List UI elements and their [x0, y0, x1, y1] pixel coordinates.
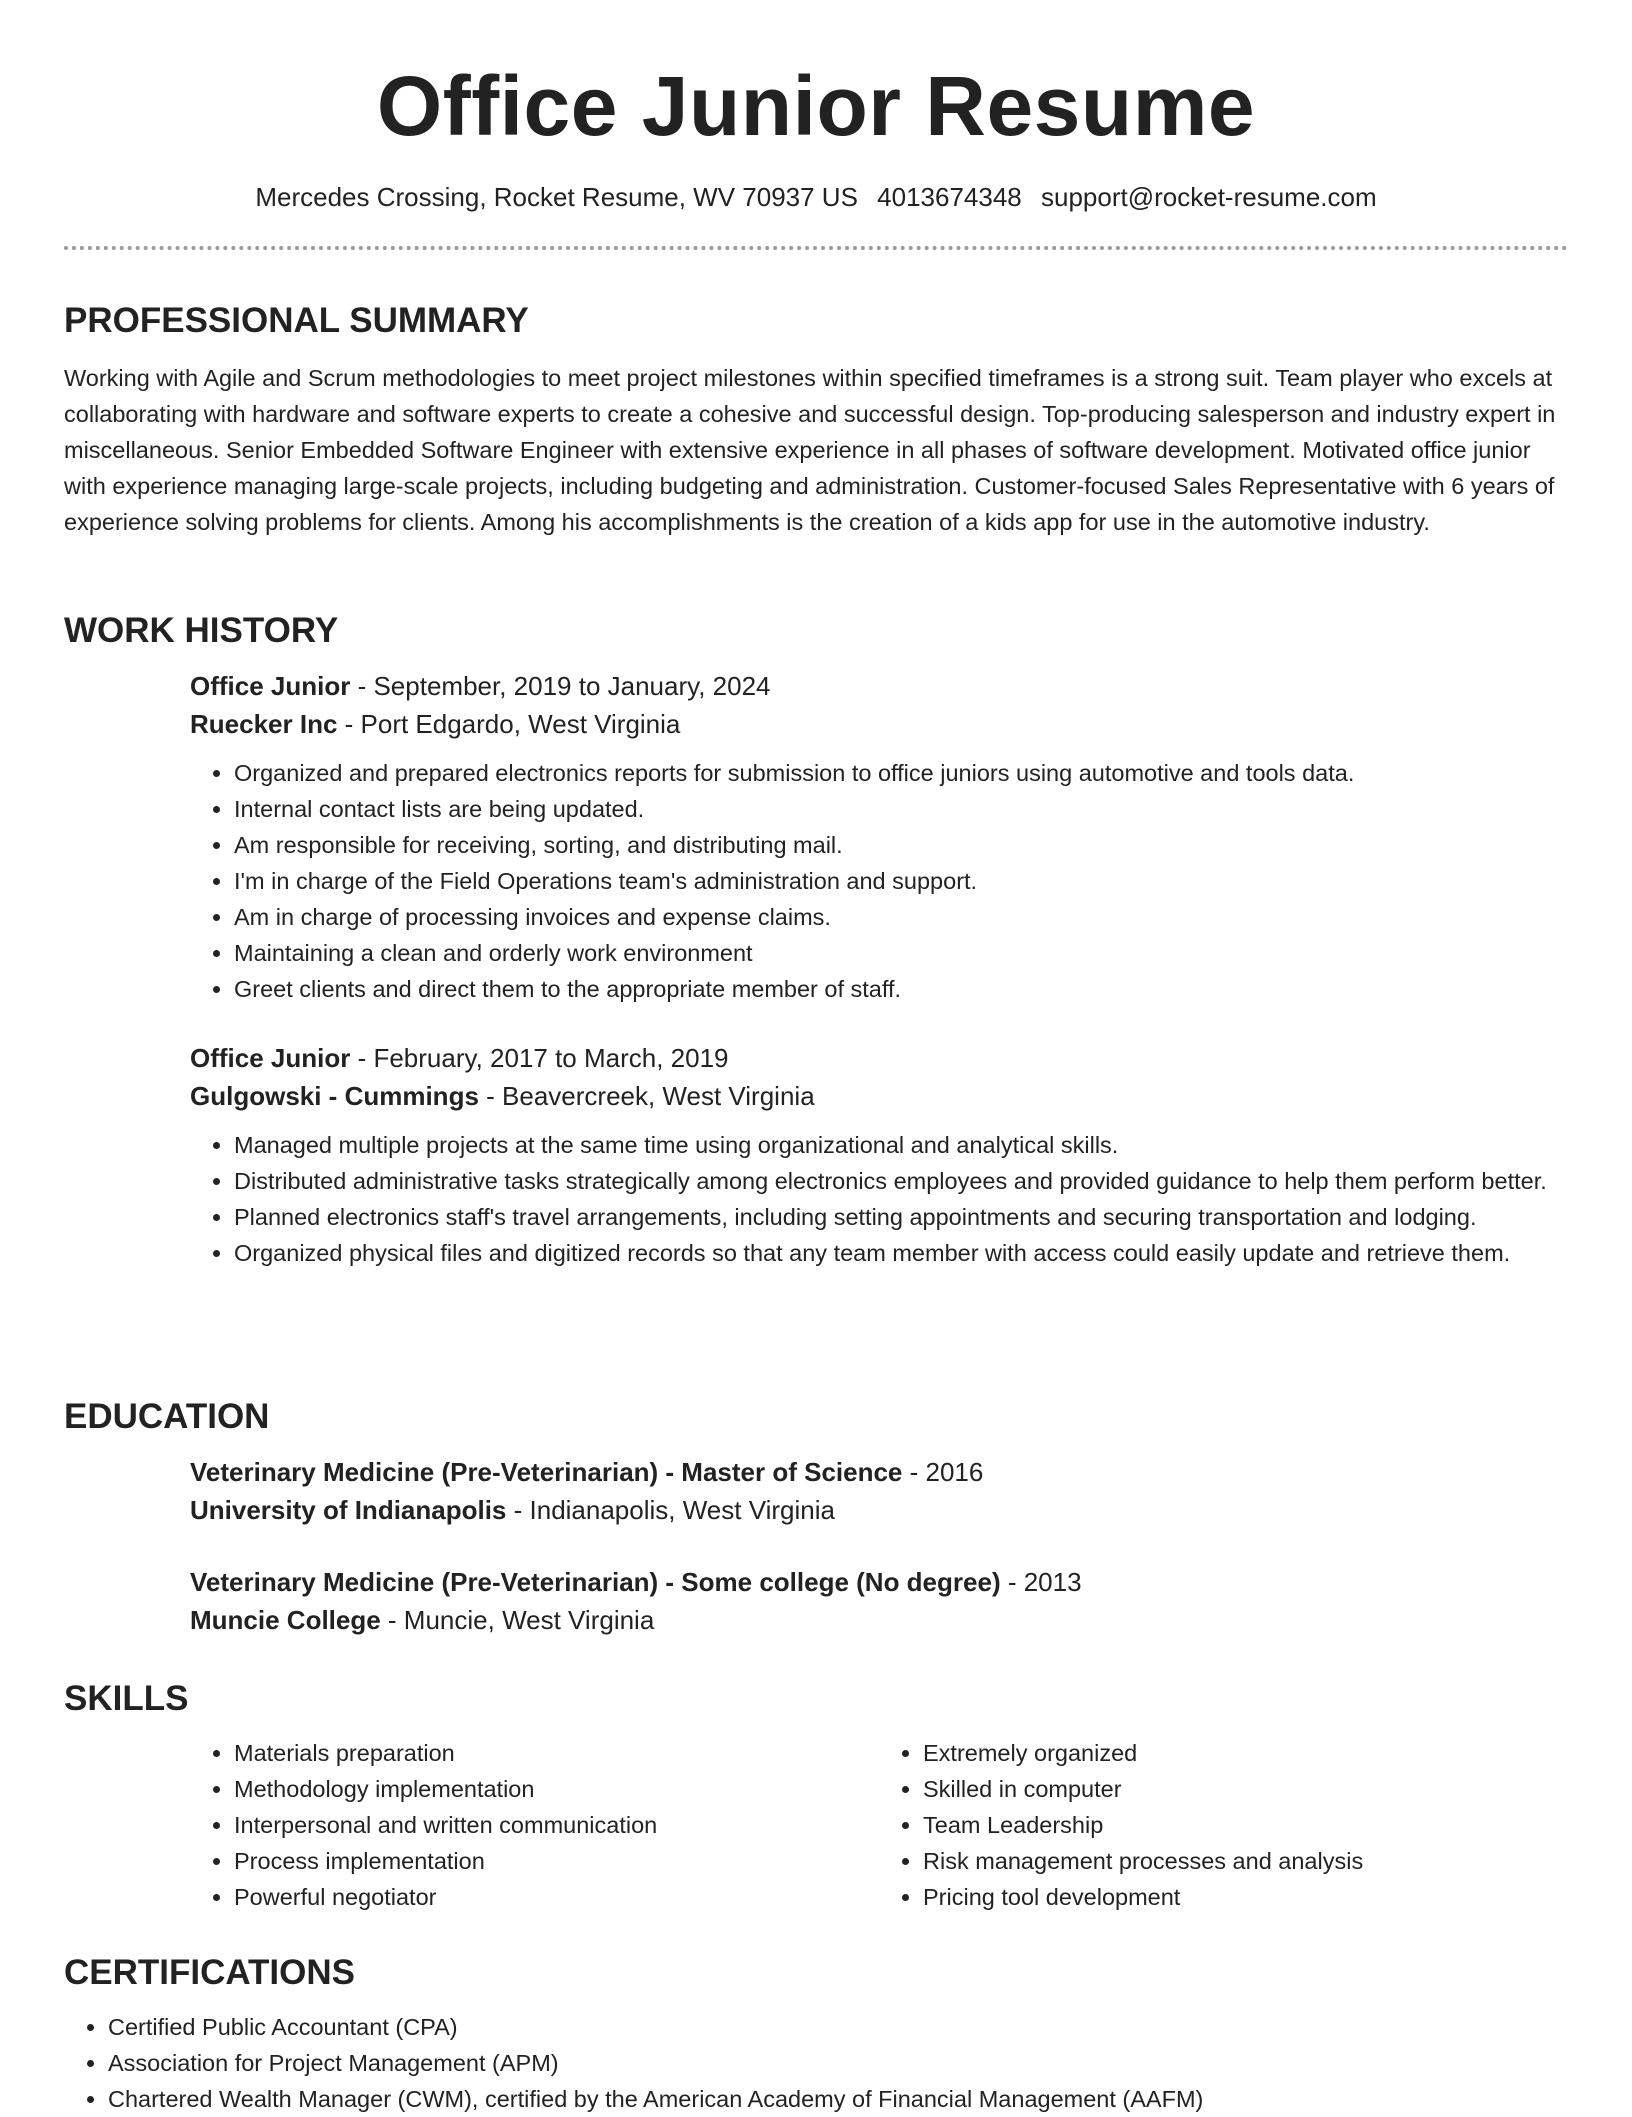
list-item: • Extremely organized — [923, 1735, 1568, 1771]
list-item: • Materials preparation — [234, 1735, 879, 1771]
education-school-line — [190, 1601, 1568, 1639]
summary-text: Working with Agile and Scrum methodologies to meet project milestones within specified timeframes is a strong suit. Team player who excels at collaborating with hardware and software experts to create a cohesive and successful design. Top-producing salesperson and industry expert in miscellaneous. Senior Embedded Software Engineer with extensive experience in all phases of software development. Motivated office junior with experience managing large-scale projects, including budgeting and administration. Customer-focused Sales Representative with 6 years of experience solving problems for clients. Among his accomplishments is the creation of a kids app for use in the automotive industry. — [64, 365, 1556, 535]
job-location: - Beavercreek, West Virginia — [478, 1081, 815, 1111]
education-entry — [190, 1563, 1568, 1639]
header-divider — [64, 246, 1568, 250]
education-degree-line — [190, 1563, 1568, 1601]
list-item: • Managed multiple projects at the same time using organizational and analytical skills. — [234, 1127, 1568, 1163]
list-item: • Skilled in computer — [923, 1771, 1568, 1807]
resume-title: Office Junior Resume — [376, 59, 1256, 153]
contact-phone: 4013674348 — [877, 182, 1022, 212]
list-item: • Risk management processes and analysis — [923, 1843, 1568, 1879]
skills-section — [64, 1677, 1568, 1915]
job-dates: - February, 2017 to March, 2019 — [350, 1043, 729, 1073]
list-item: • Am in charge of processing invoices and expense claims. — [234, 899, 1568, 935]
contact-address: Mercedes Crossing, Rocket Resume, WV 70937 US — [255, 182, 858, 212]
list-item: • Chartered Wealth Manager (CWM), certified by the American Academy of Financial Management (AAFM) — [108, 2081, 1568, 2117]
job-title-line — [190, 1039, 1568, 1077]
job-title: Office Junior — [190, 1043, 351, 1073]
list-item: • Maintaining a clean and orderly work environment — [234, 935, 1568, 971]
section-title-summary: PROFESSIONAL SUMMARY — [64, 301, 529, 340]
education-year: - 2013 — [1000, 1567, 1082, 1597]
job-title: Office Junior — [190, 671, 351, 701]
list-item: • Greet clients and direct them to the appropriate member of staff. — [234, 971, 1568, 1007]
job-bullets — [190, 755, 1568, 1007]
work-section — [64, 609, 1568, 1271]
list-item: • Certified Public Accountant (CPA) — [108, 2009, 1568, 2045]
list-item: • Planned electronics staff's travel arrangements, including setting appointments and securing transportation and lodging. — [234, 1199, 1568, 1235]
job-dates: - September, 2019 to January, 2024 — [350, 671, 771, 701]
contact-line — [64, 180, 1568, 214]
list-item: • I'm in charge of the Field Operations team's administration and support. — [234, 863, 1568, 899]
skills-list-right — [879, 1735, 1568, 1915]
education-school: University of Indianapolis — [190, 1495, 507, 1525]
education-degree: Veterinary Medicine (Pre-Veterinarian) - Master of Science — [190, 1457, 903, 1487]
list-item: • Team Leadership — [923, 1807, 1568, 1843]
job-entry — [190, 667, 1568, 1007]
certifications-section — [64, 1951, 1568, 2117]
list-item: • Organized physical files and digitized records so that any team member with access could easily update and retrieve them. — [234, 1235, 1568, 1271]
skills-list-left — [190, 1735, 879, 1915]
education-school-line — [190, 1491, 1568, 1529]
section-title-work: WORK HISTORY — [64, 611, 339, 650]
list-item: • Pricing tool development — [923, 1879, 1568, 1915]
education-year: - 2016 — [902, 1457, 984, 1487]
list-item: • Organized and prepared electronics reports for submission to office juniors using automotive and tools data. — [234, 755, 1568, 791]
job-title-line — [190, 667, 1568, 705]
job-company-line — [190, 1077, 1568, 1115]
list-item: • Interpersonal and written communication — [234, 1807, 879, 1843]
education-degree-line — [190, 1453, 1568, 1491]
job-company-line — [190, 705, 1568, 743]
list-item: • Process implementation — [234, 1843, 879, 1879]
section-title-skills: SKILLS — [64, 1679, 189, 1718]
list-item: • Am responsible for receiving, sorting, and distributing mail. — [234, 827, 1568, 863]
section-title-education: EDUCATION — [64, 1397, 270, 1436]
job-bullets — [190, 1127, 1568, 1271]
job-company: Gulgowski - Cummings — [190, 1081, 479, 1111]
job-entry — [190, 1039, 1568, 1271]
skills-grid — [190, 1735, 1568, 1915]
education-location: - Indianapolis, West Virginia — [506, 1495, 835, 1525]
job-location: - Port Edgardo, West Virginia — [337, 709, 681, 739]
education-location: - Muncie, West Virginia — [380, 1605, 655, 1635]
summary-section — [64, 299, 1568, 540]
job-company: Ruecker Inc — [190, 709, 338, 739]
list-item: • Distributed administrative tasks strategically among electronics employees and provided guidance to help them perform better. — [234, 1163, 1568, 1199]
list-item: • Internal contact lists are being updated. — [234, 791, 1568, 827]
contact-email: support@rocket-resume.com — [1041, 182, 1377, 212]
education-entry — [190, 1453, 1568, 1529]
list-item: • Powerful negotiator — [234, 1879, 879, 1915]
section-title-certifications: CERTIFICATIONS — [64, 1953, 356, 1992]
education-section — [64, 1395, 1568, 1639]
list-item: • Methodology implementation — [234, 1771, 879, 1807]
certifications-list — [64, 2009, 1568, 2117]
education-school: Muncie College — [190, 1605, 381, 1635]
education-degree: Veterinary Medicine (Pre-Veterinarian) - Some college (No degree) — [190, 1567, 1001, 1597]
list-item: • Association for Project Management (APM) — [108, 2045, 1568, 2081]
